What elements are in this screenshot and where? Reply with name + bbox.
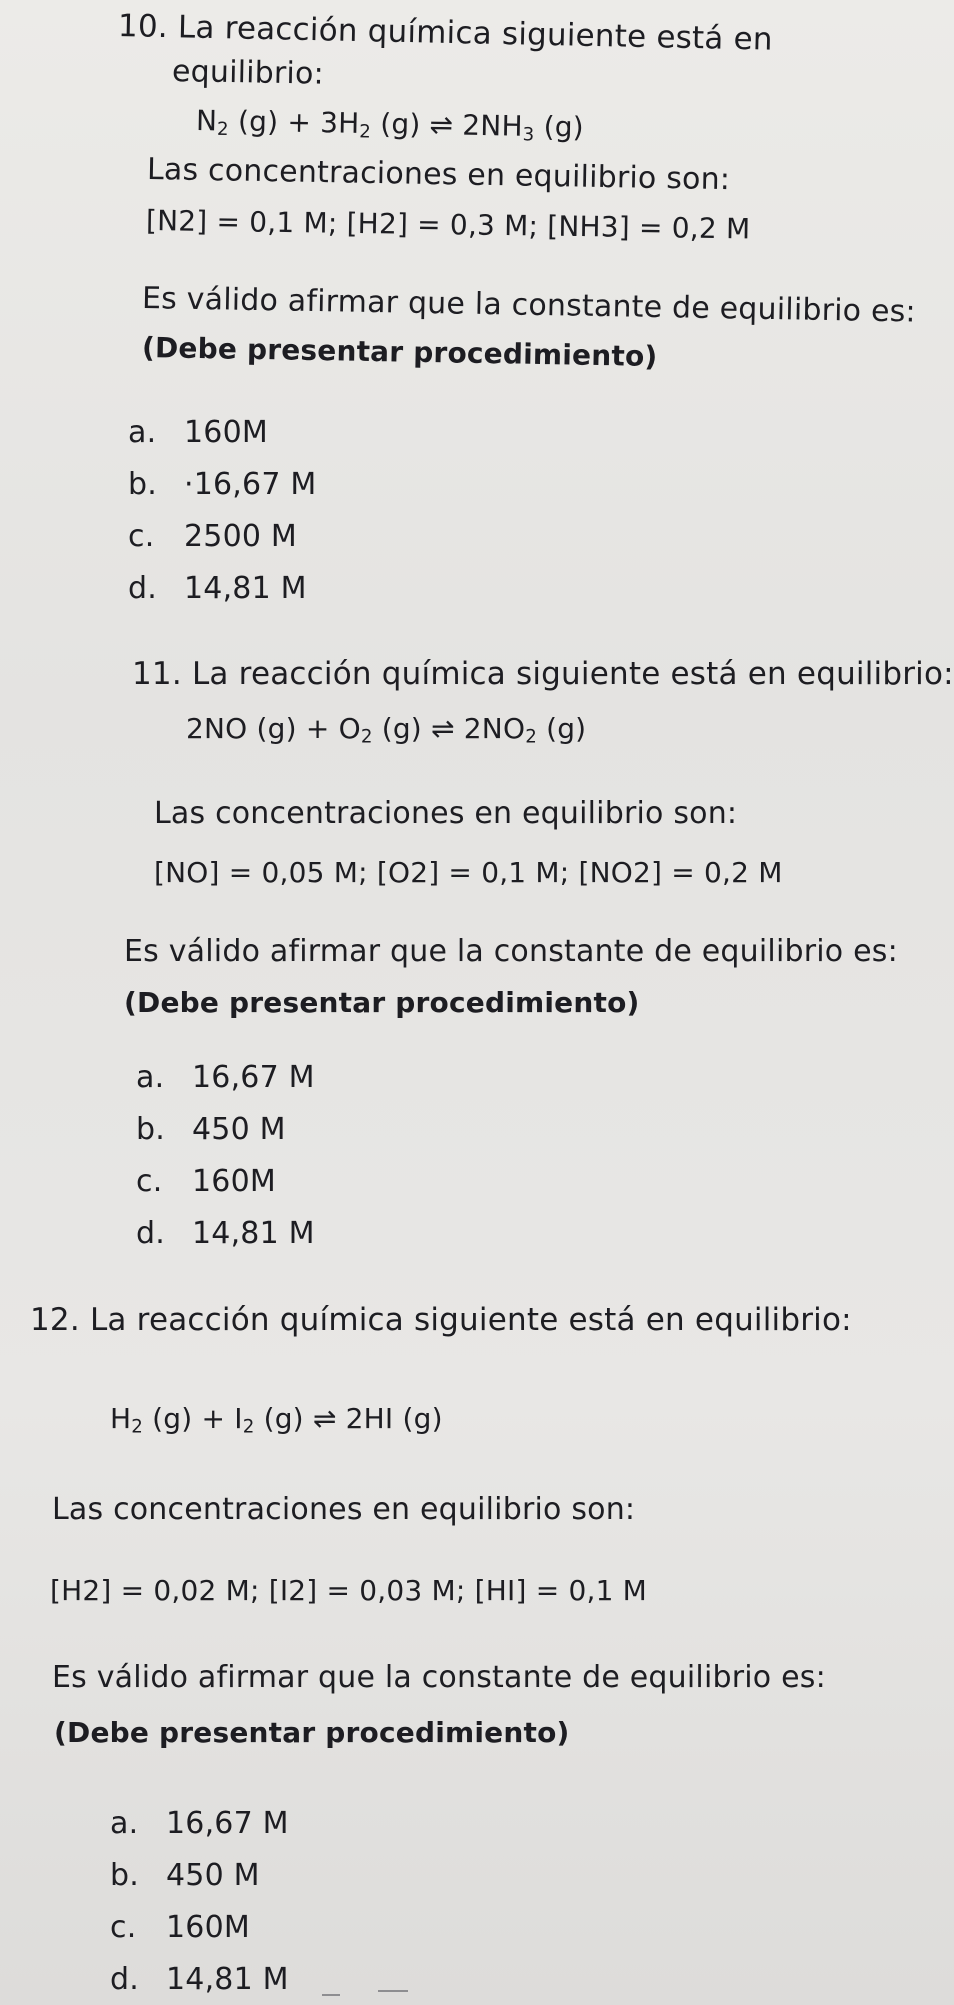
eq-subscript: 2 <box>359 121 372 143</box>
q11-procedure-note: (Debe presentar procedimiento) <box>124 986 640 1019</box>
eq-text: (g) ⇌ 2NH <box>370 107 524 143</box>
q10-option-d <box>128 571 307 606</box>
option-value: ·16,67 M <box>184 467 317 502</box>
q10-concentrations: [N2] = 0,1 M; [H2] = 0,3 M; [NH3] = 0,2 M <box>145 204 751 246</box>
q12-conc-label: Las concentraciones en equilibrio son: <box>52 1492 636 1527</box>
q11-conc-label: Las concentraciones en equilibrio son: <box>154 796 738 831</box>
eq-text: (g) + I <box>143 1402 243 1435</box>
q12-option-d <box>110 1962 289 1997</box>
q11-equation <box>186 712 586 748</box>
option-letter: d. <box>128 571 157 606</box>
option-letter: c. <box>110 1910 137 1945</box>
eq-text: (g) ⇌ 2HI (g) <box>254 1402 443 1435</box>
eq-subscript: 2 <box>131 1416 144 1438</box>
q11-option-c <box>136 1164 276 1199</box>
q10-conc-label: Las concentraciones en equilibrio son: <box>146 152 731 198</box>
option-value: 14,81 M <box>184 571 307 606</box>
option-letter: c. <box>128 519 155 554</box>
q12-statement: Es válido afirmar que la constante de equilibrio es: <box>52 1660 826 1695</box>
option-letter: b. <box>128 467 157 502</box>
q11-option-a <box>136 1060 315 1095</box>
eq-subscript: 2 <box>216 118 229 141</box>
q12-option-b <box>110 1858 260 1893</box>
eq-subscript: 2 <box>360 726 373 748</box>
option-value: 450 M <box>166 1858 260 1893</box>
q10-equation <box>196 104 584 146</box>
eq-text: (g) ⇌ 2NO <box>372 712 526 745</box>
eq-subscript: 2 <box>525 726 537 748</box>
q10-title: 10. La reacción química siguiente está en <box>117 8 774 58</box>
q12-option-c <box>110 1910 250 1945</box>
option-value: 14,81 M <box>166 1962 289 1997</box>
q11-concentrations: [NO] = 0,05 M; [O2] = 0,1 M; [NO2] = 0,2 M <box>154 856 783 889</box>
q12-title: 12. La reacción química siguiente está en equilibrio: <box>30 1302 852 1338</box>
q11-option-d <box>136 1216 315 1251</box>
option-letter: b. <box>136 1112 165 1147</box>
option-letter: b. <box>110 1858 139 1893</box>
eq-text: (g) + 3H <box>228 104 360 140</box>
option-value: 16,67 M <box>192 1060 315 1095</box>
option-value: 160M <box>184 415 268 450</box>
pencil-mark <box>322 1994 340 1996</box>
eq-text: (g) <box>536 712 587 745</box>
q10-option-a <box>128 415 268 450</box>
q10-title-cont: equilibrio: <box>171 54 325 92</box>
option-value: 14,81 M <box>192 1216 315 1251</box>
q10-procedure-note: (Debe presentar procedimiento) <box>141 331 658 373</box>
option-value: 450 M <box>192 1112 286 1147</box>
option-letter: c. <box>136 1164 163 1199</box>
option-letter: d. <box>136 1216 165 1251</box>
option-value: 16,67 M <box>166 1806 289 1841</box>
option-letter: d. <box>110 1962 139 1997</box>
pencil-mark <box>378 1990 408 1992</box>
q12-concentrations: [H2] = 0,02 M; [I2] = 0,03 M; [HI] = 0,1 M <box>50 1574 648 1607</box>
q10-option-c <box>128 519 297 554</box>
option-letter: a. <box>136 1060 165 1095</box>
q12-option-a <box>110 1806 289 1841</box>
eq-text: 2NO (g) + O <box>186 712 361 745</box>
q11-option-b <box>136 1112 286 1147</box>
eq-text: H <box>110 1402 132 1435</box>
q10-statement: Es válido afirmar que la constante de equilibrio es: <box>141 281 917 330</box>
q12-procedure-note: (Debe presentar procedimiento) <box>54 1716 570 1749</box>
q11-title: 11. La reacción química siguiente está en equilibrio: <box>132 656 954 692</box>
eq-subscript: 2 <box>242 1416 255 1438</box>
eq-text: N <box>195 104 218 138</box>
option-value: 160M <box>166 1910 250 1945</box>
q10-option-b <box>128 467 316 502</box>
option-value: 2500 M <box>184 519 297 554</box>
option-value: 160M <box>192 1164 276 1199</box>
option-letter: a. <box>110 1806 139 1841</box>
eq-text: (g) <box>534 109 585 144</box>
q11-statement: Es válido afirmar que la constante de equilibrio es: <box>124 934 898 969</box>
q12-equation <box>110 1402 443 1438</box>
eq-subscript: 3 <box>522 124 535 146</box>
option-letter: a. <box>128 415 157 450</box>
